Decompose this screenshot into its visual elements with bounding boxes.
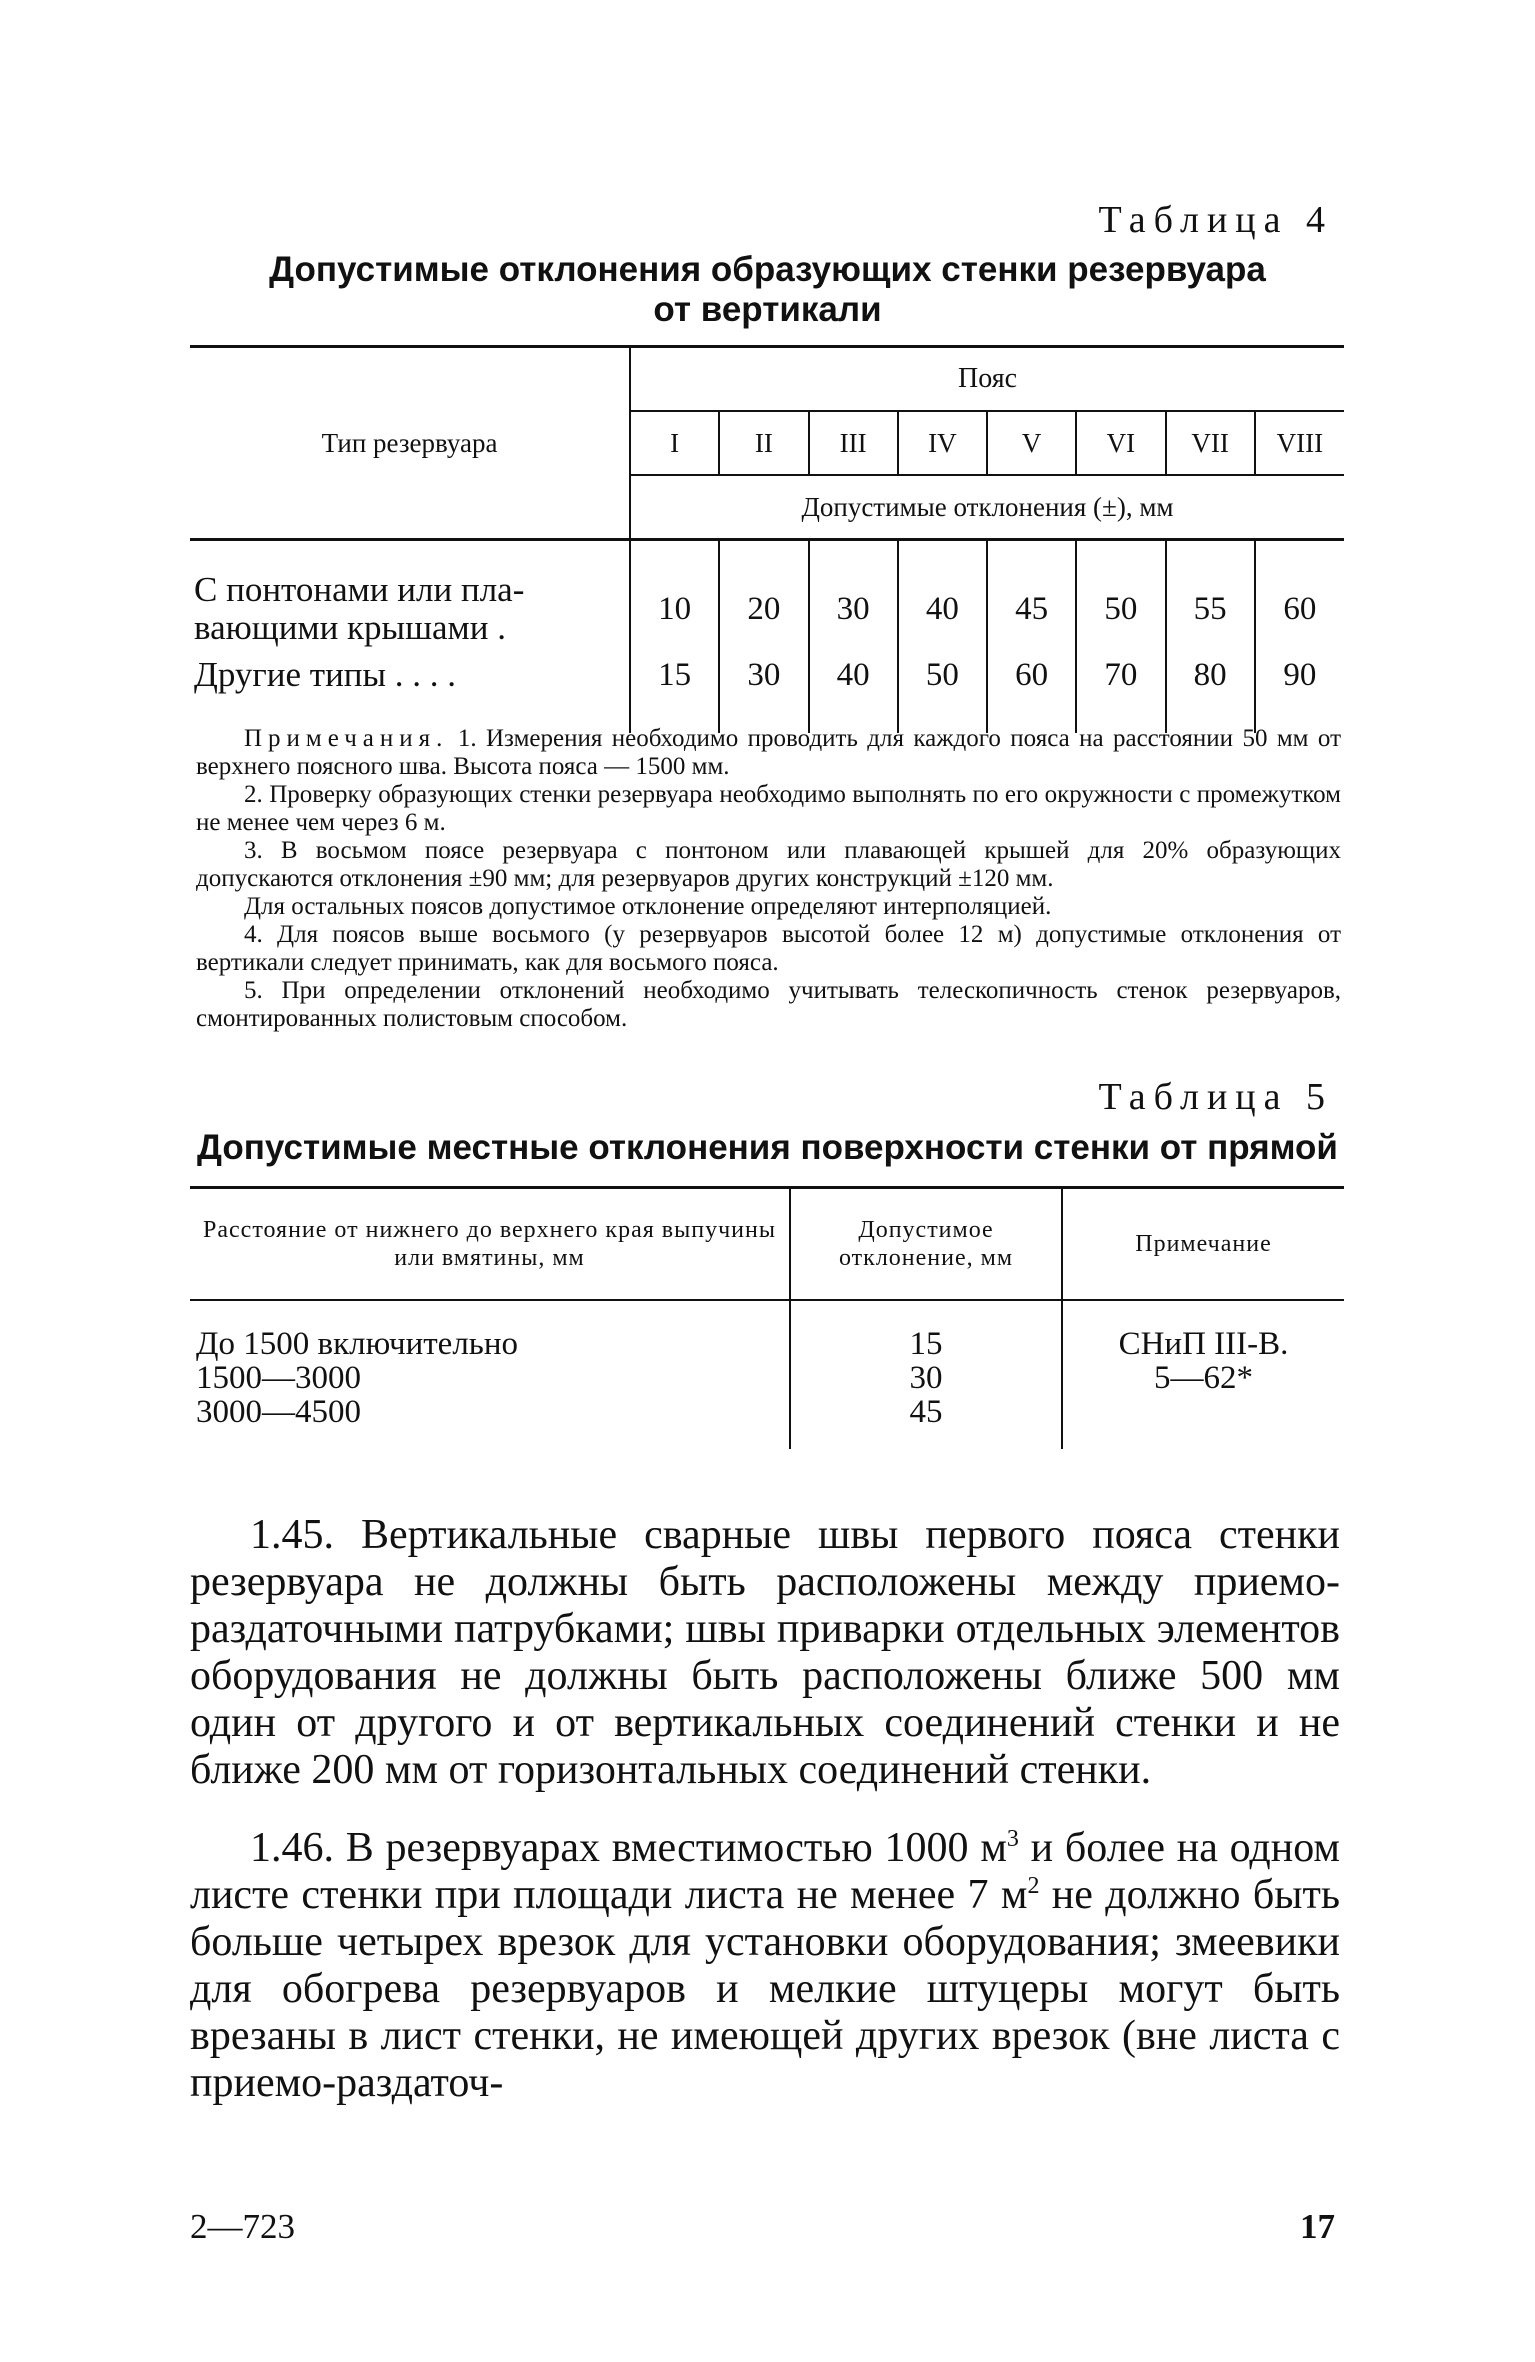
table4-title [0, 250, 1535, 330]
table-cell: 40 [809, 647, 898, 703]
table4-units-header: Допустимые отклонения (±), мм [630, 475, 1344, 540]
table-cell: 60 [987, 647, 1076, 703]
table-cell: 30 [909, 1360, 943, 1396]
table-cell: 50 [898, 647, 987, 703]
table-cell: 90 [1255, 647, 1344, 703]
paragraph-text [190, 1825, 1340, 2107]
table-cell: 40 [898, 571, 987, 647]
footer-signature: 2—723 [190, 2207, 295, 2246]
table4 [190, 345, 1344, 733]
table-cell: 45 [987, 571, 1076, 647]
note-4: 4. Для поясов выше восьмого (у резервуаров высотой более 12 м) допустимые отклонения от вертикали следует принимать, как для восьмого пояса. [196, 921, 1341, 976]
belt-header: VIII [1255, 411, 1344, 475]
text-span: не должно быть больше четырех врезок для установки оборудования; змеевики для обогрева резервуаров и мелкие штуцеры могут быть врезаны в лист стенки, не имеющей других врезок (вне листа с приемо-раздаточ- [190, 1872, 1340, 2106]
paragraph-text: 1.45. Вертикальные сварные швы первого пояса стенки резервуара не должны быть расположены между приемо-раздаточными патрубками; швы приварки отдельных элементов оборудования не должны быть расположены ближе 500 мм один от другого и от вертикальных соединений стенки и не ближе 200 мм от горизонтальных соединений стенки. [190, 1512, 1340, 1793]
belt-header: IV [898, 411, 987, 475]
paragraph-1-46 [190, 1825, 1340, 2107]
table-cell: До 1500 включительно [196, 1326, 518, 1362]
table5-note [1062, 1300, 1344, 1449]
table-cell: 60 [1255, 571, 1344, 647]
table5-note-line: 5—62* [1154, 1360, 1253, 1396]
table4-title-line2: от вертикали [653, 290, 882, 329]
table5 [190, 1186, 1344, 1449]
table-row [190, 571, 1344, 647]
table-cell: 1500—3000 [196, 1360, 361, 1396]
table5-note-line: СНиП III-В. [1118, 1326, 1289, 1362]
note-3: 3. В восьмом поясе резервуара с понтоном или плавающей крышей для 20% образующих допускаются отклонения ±90 мм; для резервуаров других конструкций ±120 мм. [196, 837, 1341, 892]
table5-title: Допустимые местные отклонения поверхности стенки от прямой [197, 1128, 1338, 1167]
table-cell: 55 [1166, 571, 1255, 647]
row-name-line: вающими крышами . [194, 608, 506, 647]
belt-header: II [719, 411, 808, 475]
note-3b: Для остальных поясов допустимое отклонение определяют интерполяцией. [244, 893, 1052, 920]
table-cell: 45 [909, 1394, 943, 1430]
table4-notes [196, 725, 1341, 1033]
table-cell: 30 [719, 647, 808, 703]
note-5: 5. При определении отклонений необходимо учитывать телескопичность стенок резервуаров, смонтированных полистовым способом. [196, 977, 1341, 1032]
table5-deviations [790, 1300, 1062, 1449]
table-cell: 10 [630, 571, 719, 647]
row-name [190, 571, 630, 647]
table-cell: 80 [1166, 647, 1255, 703]
table-cell: 30 [809, 571, 898, 647]
paragraph-1-45 [190, 1512, 1340, 1794]
text-span: 1.46. В резервуарах вместимостью 1000 м [250, 1825, 1007, 1871]
table4-type-header: Тип резервуара [190, 347, 630, 540]
table-cell: 15 [630, 647, 719, 703]
belt-header: I [630, 411, 719, 475]
table-cell: 3000—4500 [196, 1394, 361, 1430]
table-cell: 70 [1076, 647, 1165, 703]
superscript: 3 [1006, 1826, 1019, 1852]
table4-group-header: Пояс [630, 347, 1344, 412]
table4-label: Таблица 4 [1098, 199, 1333, 241]
belt-header: VI [1076, 411, 1165, 475]
table-cell: 20 [719, 571, 808, 647]
table5-ranges [190, 1300, 790, 1449]
table-cell: 50 [1076, 571, 1165, 647]
table5-col3-header: Примечание [1062, 1188, 1344, 1301]
belt-header: III [809, 411, 898, 475]
note-2: 2. Проверку образующих стенки резервуара необходимо выполнять по его окружности с промежутком не менее чем через 6 м. [196, 781, 1341, 836]
text-span: и более на одном листе стенки при площади листа не менее 7 м [190, 1825, 1341, 1918]
table-cell: 15 [909, 1326, 943, 1362]
belt-header: VII [1166, 411, 1255, 475]
row-name-line: С понтонами или пла- [194, 570, 525, 609]
notes-heading: Примечания. [244, 725, 449, 752]
table5-col1-header: Расстояние от нижнего до верхнего края выпучины или вмятины, мм [190, 1188, 790, 1301]
table-row [190, 647, 1344, 703]
table5-col2-header: Допустимое отклонение, мм [790, 1188, 1062, 1301]
belt-header: V [987, 411, 1076, 475]
superscript: 2 [1027, 1873, 1040, 1899]
note-1: 1. Измерения необходимо проводить для каждого пояса на расстоянии 50 мм от верхнего поясного шва. Высота пояса — 1500 мм. [196, 725, 1342, 780]
table4-title-line1: Допустимые отклонения образующих стенки резервуара [269, 250, 1266, 289]
page-number: 17 [1300, 2207, 1335, 2246]
table5-label: Таблица 5 [1098, 1076, 1333, 1118]
row-name: Другие типы . . . . [194, 655, 457, 694]
